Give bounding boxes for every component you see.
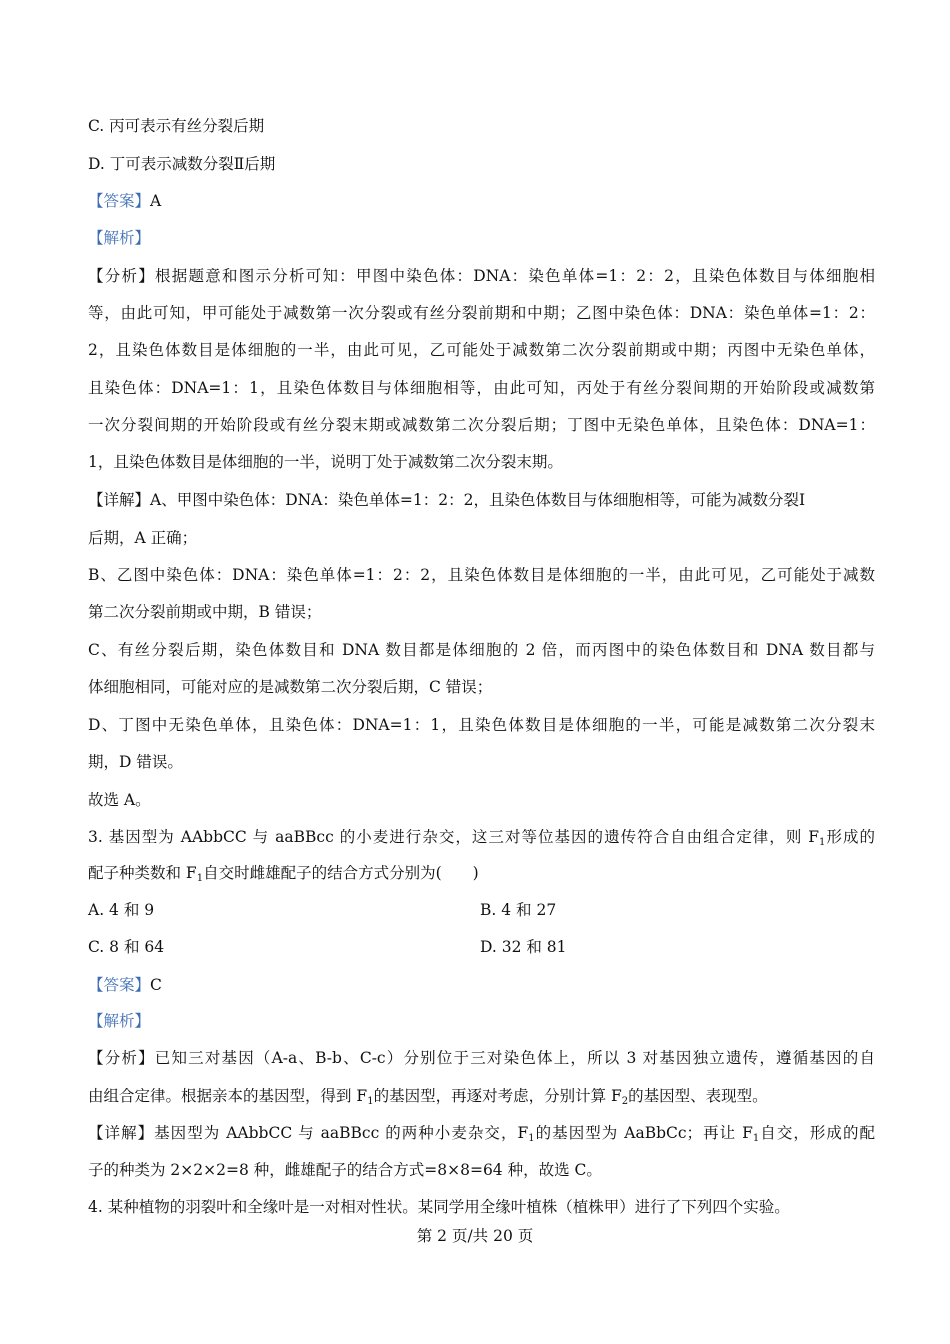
text-segment: 的基因型，再逐对考虑，分别计算 F [373,1087,622,1105]
text-line [88,153,875,175]
text-segment: 4. 某种植物的羽裂叶和全缘叶是一对相对性状。某同学用全缘叶植株（植株甲）进行了下列四个实验。 [88,1198,790,1216]
subscript: 1 [196,873,204,884]
text-line [88,265,875,287]
text-line [88,1122,875,1144]
answer-option: D. 32 和 81 [480,938,567,956]
text-segment: A [150,192,162,210]
text-line [88,339,875,361]
text-segment: 配子种类数和 F [88,864,197,882]
text-line [88,564,875,586]
text-line [88,302,875,324]
subscript: 1 [819,837,826,848]
subscript: 1 [367,1096,374,1107]
text-segment: 体细胞相同，可能对应的是减数第二次分裂后期，C 错误； [88,678,493,696]
subscript: 1 [528,1133,535,1144]
text-segment: C、有丝分裂后期，染色体数目和 DNA 数目都是体细胞的 2 倍，而丙图中的染色体数目和 DNA 数目都与 [88,641,875,659]
subscript: 1 [752,1133,760,1144]
text-segment: D. 丁可表示减数分裂Ⅱ后期 [88,155,276,173]
text-line [88,489,875,511]
subscript: 2 [621,1096,629,1107]
text-segment: 等，由此可知，甲可能处于减数第一次分裂或有丝分裂前期和中期；乙图中染色体：DNA：染色单体=1：2： [88,304,875,322]
text-segment: 第二次分裂前期或中期，B 错误； [88,603,322,621]
text-segment: 一次分裂间期的开始阶段或有丝分裂末期或减数第二次分裂后期；丁图中无染色单体，且染色体：DNA=1： [88,416,875,434]
text-segment: 【分析】已知三对基因（A-a、B-b、C-c）分别位于三对染色体上，所以 3 对基因独立遗传，遵循基因的自 [88,1049,875,1067]
text-line [88,227,875,249]
answer-option: A. 4 和 9 [88,901,155,919]
text-segment: 的基因型为 AaBbCc；再让 F [534,1124,753,1142]
answer-option: C. 8 和 64 [88,938,165,956]
text-line [88,751,875,773]
text-segment: 由组合定律。根据亲本的基因型，得到 F [88,1087,368,1105]
text-line [88,862,875,884]
text-line [88,789,875,811]
text-line [88,899,875,921]
text-line [88,414,875,436]
text-line [88,974,875,996]
text-segment: 2，且染色体数目是体细胞的一半，由此可见，乙可能处于减数第二次分裂前期或中期；丙图中无染色单体， [88,341,875,359]
text-segment: 【详解】基因型为 AAbbCC 与 aaBBcc 的两种小麦杂交，F [88,1124,529,1142]
text-segment: 【分析】根据题意和图示分析可知：甲图中染色体：DNA：染色单体=1：2：2，且染色体数目与体细胞相 [88,267,875,285]
text-line [88,826,875,848]
text-segment: 子的种类为 2×2×2=8 种，雌雄配子的结合方式=8×8=64 种，故选 C。 [88,1161,602,1179]
section-label: 【解析】 [88,1012,151,1030]
section-label: 【答案】 [88,192,151,210]
text-line [88,714,875,736]
text-line [88,190,875,212]
text-line [88,936,875,958]
text-segment: 自交时雌雄配子的结合方式分别为( ) [203,864,479,882]
text-line [88,639,875,661]
text-segment: 【详解】A、甲图中染色体：DNA：染色单体=1：2：2，且染色体数目与体细胞相等，可能为减数分裂Ⅰ [88,491,806,509]
text-line [88,676,875,698]
text-line [88,1159,875,1181]
text-segment: 故选 A。 [88,791,151,809]
answer-option: B. 4 和 27 [480,901,557,919]
text-line [88,1047,875,1069]
text-line [88,1196,875,1218]
text-segment: 后期，A 正确； [88,529,198,547]
text-line [88,115,875,137]
text-line [88,377,875,399]
text-segment: C [150,976,162,994]
page-footer: 第 2 页/共 20 页 [416,1227,534,1245]
text-segment: 的基因型、表现型。 [628,1087,768,1105]
text-segment: 自交，形成的配 [759,1124,875,1142]
text-line [88,1085,875,1107]
section-label: 【解析】 [88,229,151,247]
text-segment: 1，且染色体数目是体细胞的一半，说明丁处于减数第二次分裂末期。 [88,453,563,471]
text-line [88,527,875,549]
text-segment: 3. 基因型为 AAbbCC 与 aaBBcc 的小麦进行杂交，这三对等位基因的遗传符合自由组合定律，则 F [88,828,820,846]
text-line [88,601,875,623]
text-segment: C. 丙可表示有丝分裂后期 [88,117,265,135]
section-label: 【答案】 [88,976,151,994]
text-segment: D、丁图中无染色单体，且染色体：DNA=1：1，且染色体数目是体细胞的一半，可能是减数第二次分裂末 [88,716,875,734]
text-segment: 形成的 [825,828,875,846]
text-segment: 且染色体：DNA=1：1，且染色体数目与体细胞相等，由此可知，丙处于有丝分裂间期的开始阶段或减数第 [88,379,875,397]
text-segment: B、乙图中染色体：DNA：染色单体=1：2：2，且染色体数目是体细胞的一半，由此可见，乙可能处于减数 [88,566,875,584]
text-segment: 期，D 错误。 [88,753,183,771]
text-line [88,1010,875,1032]
text-line [88,451,875,473]
